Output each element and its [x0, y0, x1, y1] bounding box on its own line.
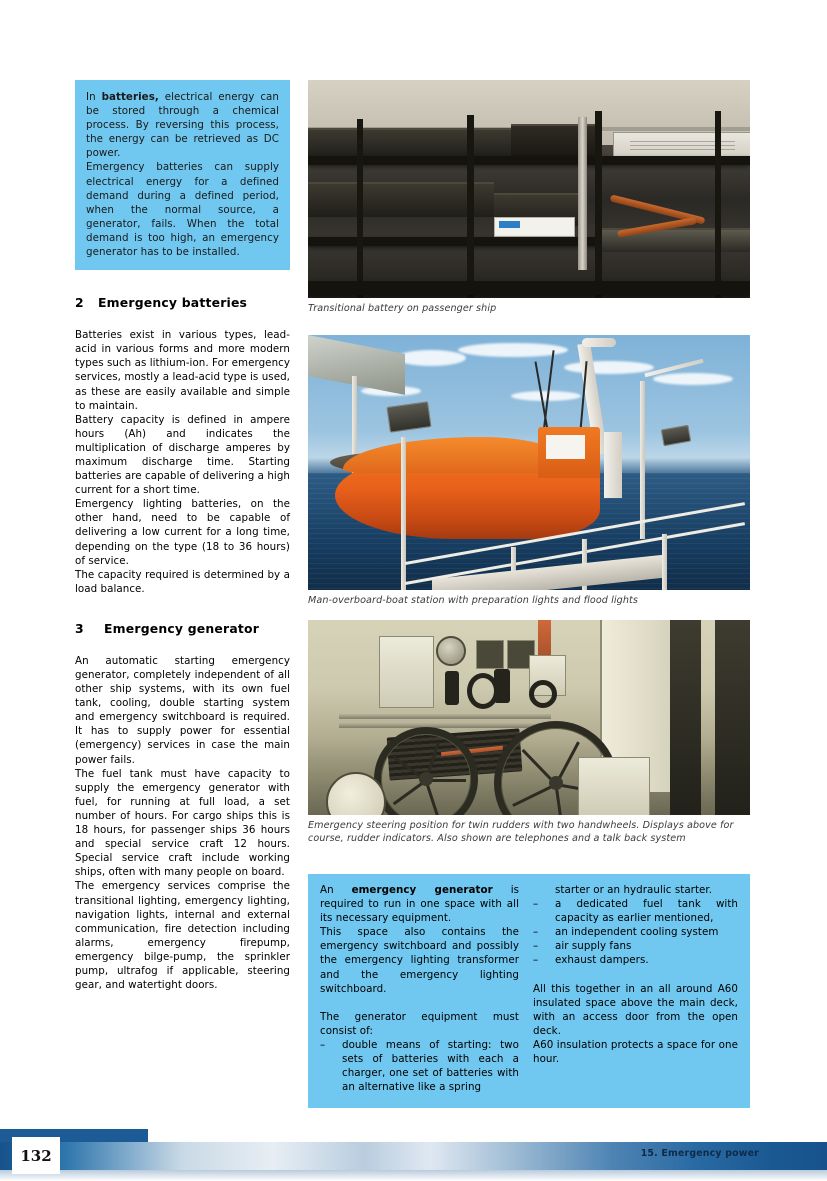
rack-shelf — [308, 156, 750, 165]
list-dash: – — [533, 898, 539, 911]
wheel-hub — [549, 776, 563, 790]
intro-prefix: In — [86, 91, 96, 103]
rack-shelf — [308, 281, 750, 295]
callout-intro-paragraph — [320, 883, 519, 925]
running-header-chapter: 15. Emergency power — [640, 1148, 759, 1159]
junction-box — [379, 636, 434, 708]
callout-end-paragraph-1: All this together in an all around A60 insulated space above the main deck, with an access door from the open deck. — [533, 982, 738, 1037]
pipe-run — [339, 714, 551, 719]
paragraph-spacer — [320, 996, 519, 1010]
list-item — [320, 1038, 519, 1094]
list-item-text: air supply fans — [555, 940, 632, 953]
figure-man-overboard-boat — [308, 335, 750, 607]
cloud — [396, 350, 466, 366]
paragraph-spacer — [533, 968, 738, 982]
section-3-number: 3 — [75, 620, 84, 636]
list-dash: – — [533, 926, 539, 939]
rescue-boat-cabin — [538, 427, 600, 478]
battery-cell — [308, 182, 494, 217]
light-pole — [640, 381, 645, 539]
rack-frame-post — [595, 111, 602, 298]
left-column — [75, 80, 290, 992]
transitional-battery-photo — [308, 80, 750, 298]
pipe-run — [339, 723, 551, 728]
callout-left-column — [308, 883, 529, 1094]
page-number: 132 — [13, 1138, 59, 1173]
list-item-text: a dedicated fuel tank with capacity as earlier mentioned, — [555, 898, 738, 925]
telephone-handset — [494, 669, 510, 703]
cloud — [653, 373, 733, 385]
list-item — [533, 925, 738, 939]
figure-transitional-battery — [308, 80, 750, 315]
preparation-light — [660, 424, 691, 446]
list-item — [533, 939, 738, 953]
signal-strip — [538, 620, 551, 659]
label-logo-mark — [499, 221, 520, 228]
section-2-paragraph-4: The capacity required is determined by a load balance. — [75, 568, 290, 595]
section-3-heading — [75, 621, 290, 636]
switchboard-panel — [715, 620, 750, 815]
section-3-paragraph-1: An automatic starting emergency generator, completely independent of all other ship systems, with its own fuel tank, cooling, double starting system and emergency switchboard is required. It has to supply power for essential (emergency) services in case the main power fails. — [75, 654, 290, 766]
figure-emergency-steering — [308, 620, 750, 845]
list-item-text: an independent cooling system — [555, 926, 719, 939]
section-3-title: Emergency generator — [104, 620, 260, 636]
section-3-paragraph-3: The emergency services comprise the transitional lighting, emergency lighting, navigation lights, internal and external communication, fire detection including alarms, emergency firepump, emergency bilge-pump, the sprinkler pump, ultrafog if applicable, steering gear, and watertight doors. — [75, 880, 290, 992]
section-2-paragraph-3: Emergency lighting batteries, on the other hand, need to be capable of delivering a low current for a long time, depending on the type (18 to 36 hours) of service. — [75, 498, 290, 567]
list-item-continuation — [533, 883, 738, 897]
wheel-hub — [419, 772, 433, 786]
list-dash: – — [320, 1039, 326, 1052]
emergency-steering-photo — [308, 620, 750, 815]
rack-frame-post — [357, 119, 363, 298]
section-2-title: Emergency batteries — [98, 295, 248, 311]
section-2-body — [75, 328, 290, 596]
page-footer — [0, 1129, 827, 1181]
section-2-heading — [75, 295, 290, 310]
intro-bold-term: batteries, — [101, 91, 159, 103]
davit-column — [604, 432, 622, 498]
figure-1-caption: Transitional battery on passenger ship — [308, 303, 497, 314]
list-item-continuation-text: starter or an hydraulic starter. — [555, 884, 713, 896]
deck-cabinet — [578, 757, 651, 816]
indicator-display — [476, 640, 505, 669]
callout-end-paragraph-2: A60 insulation protects a space for one hour. — [533, 1039, 738, 1066]
talk-back-speaker — [529, 680, 557, 708]
intro-paragraph-1-rest: electrical energy can be stored through a chemical process. By reversing this process, the energy can be retrieved as DC power. — [86, 91, 279, 160]
battery-cell — [308, 128, 511, 158]
emergency-generator-callout-box — [308, 874, 750, 1108]
flood-light — [386, 401, 431, 433]
switchboard-panel — [670, 620, 701, 815]
stanchion — [578, 117, 587, 270]
callout-right-column — [529, 883, 750, 1094]
callout-paragraph-3: The generator equipment must consist of: — [320, 1010, 519, 1037]
section-2-paragraph-2: Battery capacity is defined in ampere hours (Ah) and indicates the multiplication of discharge amperes by maximum discharge time. Starting batteries are capable of delivering a high current for a short time. — [75, 413, 290, 497]
rack-frame-post — [715, 111, 721, 298]
intro-paragraph-2: Emergency batteries can supply electrical energy for a defined demand during a defined period, when the normal source, a generator, fails. When the total demand is too high, an emergency generator has to be installed. — [86, 161, 279, 259]
list-item-text: exhaust dampers. — [555, 954, 649, 967]
light-pole — [401, 437, 406, 590]
generator-equipment-list — [320, 1038, 519, 1094]
list-dash: – — [533, 940, 539, 953]
davit-head — [582, 338, 616, 347]
telephone-handset — [445, 671, 459, 705]
figure-3-caption: Emergency steering position for twin rudders with two handwheels. Displays above for course, rudder indicators. Also shown are telephones and a talk back system — [308, 820, 734, 844]
list-dash: – — [533, 954, 539, 967]
section-2-number: 2 — [75, 295, 84, 311]
section-3-body — [75, 654, 290, 992]
railing-stanchion — [662, 534, 667, 590]
callout-intro-prefix: An — [320, 884, 334, 896]
callout-bold-term: emergency generator — [351, 884, 493, 896]
wall-gauge — [436, 636, 466, 666]
battery-manufacturer-label — [494, 217, 576, 236]
cabin-window — [546, 435, 584, 459]
footer-band-shadow — [0, 1170, 827, 1181]
list-item-text: double means of starting: two sets of batteries with each a charger, one set of batteries with an alternative like a spring — [342, 1039, 519, 1094]
section-2-paragraph-1: Batteries exist in various types, lead-acid in various forms and more modern types such as lithium-ion. For emergency services, mostly a lead-acid type is used, as these are easily available and simple to maintain. — [75, 329, 290, 412]
intro-callout-box — [75, 80, 290, 270]
intro-paragraph-1 — [86, 90, 279, 160]
cloud — [564, 361, 654, 374]
callout-paragraph-2: This space also contains the emergency switchboard and possibly the emergency lighting transformer and the emergency lighting switchboard. — [320, 926, 519, 995]
list-item — [533, 897, 738, 925]
figure-2-caption: Man-overboard-boat station with preparation lights and flood lights — [308, 595, 638, 606]
generator-equipment-list-continued — [533, 883, 738, 968]
man-overboard-boat-photo — [308, 335, 750, 590]
section-3-paragraph-2: The fuel tank must have capacity to supply the emergency generator with fuel, for running at full load, a set number of hours. For cargo ships this is 18 hours, for passenger ships 36 hours and special service craft 12 hours. Special service craft include working ships, often with many people on board. — [75, 767, 290, 879]
list-item — [533, 953, 738, 967]
rack-frame-post — [467, 115, 474, 298]
callout-intro-rest: is required to run in one space with all its necessary equipment. — [320, 884, 520, 925]
